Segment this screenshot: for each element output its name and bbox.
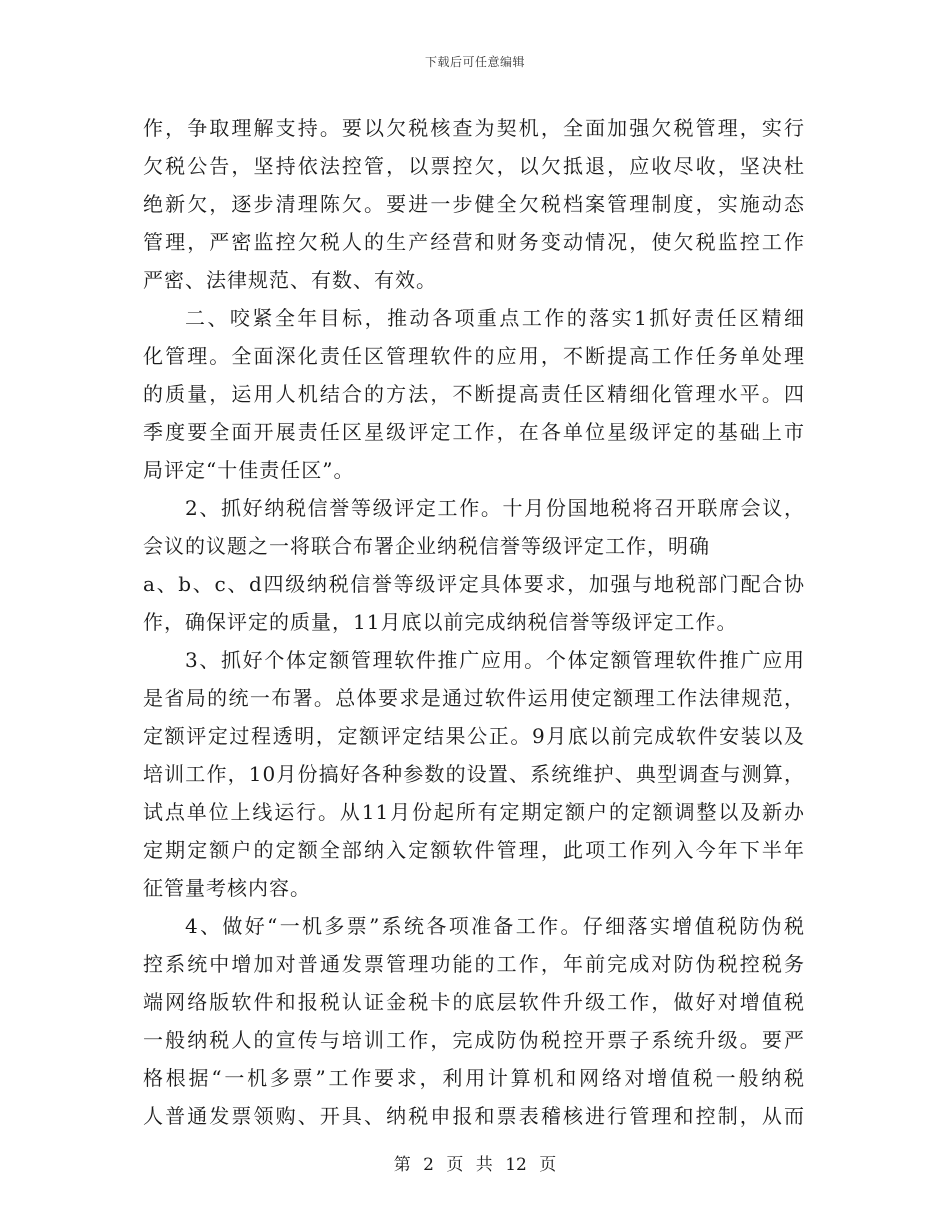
text-line: 二、咬紧全年目标，推动各项重点工作的落实1抓好责任区精细 xyxy=(185,306,805,330)
text-line: 定期定额户的定额全部纳入定额软件管理，此项工作列入今年下半年 xyxy=(143,838,805,862)
text-line: 4、做好“一机多票”系统各项准备工作。仔细落实增值税防伪税 xyxy=(185,914,805,938)
paragraph xyxy=(143,907,805,1135)
paragraph xyxy=(143,489,805,641)
text-line: 作，争取理解支持。要以欠税核查为契机，全面加强欠税管理，实行 xyxy=(143,116,805,140)
paragraph xyxy=(143,299,805,489)
page-number-footer: 第 2 页 共 12 页 xyxy=(393,1155,557,1175)
text-line: 严密、法律规范、有数、有效。 xyxy=(143,268,437,292)
text-line: 化管理。全面深化责任区管理软件的应用，不断提高工作任务单处理 xyxy=(143,344,805,368)
text-line: 欠税公告，坚持依法控管，以票控欠，以欠抵退，应收尽收，坚决杜 xyxy=(143,154,805,178)
text-line: 3、抓好个体定额管理软件推广应用。个体定额管理软件推广应用 xyxy=(185,648,805,672)
text-line: 管理，严密监控欠税人的生产经营和财务变动情况，使欠税监控工作 xyxy=(143,230,805,254)
text-line: 定额评定过程透明，定额评定结果公正。9月底以前完成软件安装以及 xyxy=(143,724,805,748)
text-line: 征管量考核内容。 xyxy=(143,876,311,900)
text-line: 会议的议题之一将联合布署企业纳税信誉等级评定工作，明确 xyxy=(143,534,710,558)
text-line: 一般纳税人的宣传与培训工作，完成防伪税控开票子系统升级。要严 xyxy=(143,1028,805,1052)
text-line: 季度要全面开展责任区星级评定工作，在各单位星级评定的基础上市 xyxy=(143,420,805,444)
text-line: 格根据“一机多票”工作要求，利用计算机和网络对增值税一般纳税 xyxy=(143,1066,805,1090)
text-line: 培训工作，10月份搞好各种参数的设置、系统维护、典型调查与测算， xyxy=(143,762,805,786)
text-line: 试点单位上线运行。从11月份起所有定期定额户的定额调整以及新办 xyxy=(143,800,805,824)
text-line: a、b、c、d四级纳税信誉等级评定具体要求，加强与地税部门配合协 xyxy=(143,572,805,596)
text-line: 控系统中增加对普通发票管理功能的工作，年前完成对防伪税控税务 xyxy=(143,952,805,976)
text-line: 局评定“十佳责任区”。 xyxy=(143,458,355,482)
paragraph xyxy=(143,109,805,299)
text-line: 作，确保评定的质量，11月底以前完成纳税信誉等级评定工作。 xyxy=(143,610,738,634)
document-body xyxy=(143,109,805,1135)
page-header-note: 下载后可任意编辑 xyxy=(424,55,525,69)
text-line: 的质量，运用人机结合的方法，不断提高责任区精细化管理水平。四 xyxy=(143,382,805,406)
text-line: 2、抓好纳税信誉等级评定工作。十月份国地税将召开联席会议， xyxy=(185,496,805,520)
paragraph xyxy=(143,641,805,907)
text-line: 人普通发票领购、开具、纳税申报和票表稽核进行管理和控制，从而 xyxy=(143,1104,805,1128)
text-line: 端网络版软件和报税认证金税卡的底层软件升级工作，做好对增值税 xyxy=(143,990,805,1014)
text-line: 是省局的统一布署。总体要求是通过软件运用使定额理工作法律规范， xyxy=(143,686,805,710)
text-line: 绝新欠，逐步清理陈欠。要进一步健全欠税档案管理制度，实施动态 xyxy=(143,192,805,216)
